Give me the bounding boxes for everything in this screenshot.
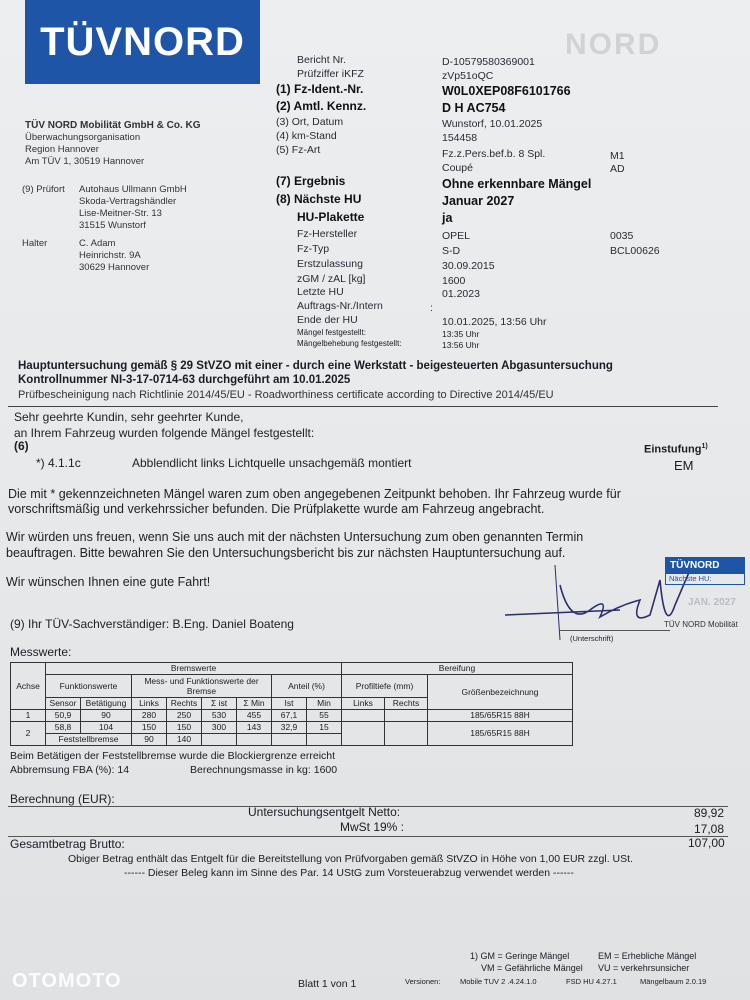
defect-text: Abblendlicht links Lichtquelle unsachgemäß montiert: [132, 456, 412, 470]
table-cell: [342, 710, 385, 722]
col-anteil: Anteil (%): [272, 675, 342, 698]
hersteller-label: Fz-Hersteller: [297, 228, 358, 240]
versionen-label: Versionen:: [405, 977, 441, 986]
mwst-value: 17,08: [694, 822, 725, 836]
table-cell: 58,8: [46, 722, 81, 734]
col-rechts: Rechts: [167, 698, 202, 710]
tuv-mobilitaet-text: TÜV NORD Mobilität: [664, 620, 738, 629]
zgm-label: zGM / zAL [kg]: [297, 273, 366, 285]
defect-class: EM: [674, 458, 694, 473]
version-maengelbaum: Mängelbaum 2.0.19: [640, 977, 707, 986]
hersteller-code: 0035: [610, 230, 634, 242]
table-cell: 67,1: [272, 710, 307, 722]
table-cell: 90: [81, 710, 132, 722]
erstzul-label: Erstzulassung: [297, 258, 363, 270]
pruefziffer-value: zVp51oQC: [442, 70, 494, 82]
table-cell: 55: [307, 710, 342, 722]
table-cell: Feststellbremse: [46, 734, 132, 746]
defect-code: *) 4.1.1c: [36, 456, 81, 470]
letzte-hu-value: 01.2023: [442, 288, 480, 300]
col-achse: Achse: [11, 663, 46, 710]
netto-label: Untersuchungsentgelt Netto:: [248, 805, 401, 819]
company-name: TÜV NORD Mobilität GmbH & Co. KG: [25, 120, 201, 131]
company-line: Überwachungsorganisation: [25, 132, 141, 143]
headline-kontrollnummer: Kontrollnummer NI-3-17-0714-63 durchgeführt am 10.01.2025: [18, 374, 351, 386]
auftrag-value: :: [430, 302, 433, 314]
closing-text: Wir wünschen Ihnen eine gute Fahrt!: [6, 575, 211, 589]
table-cell: 300: [202, 722, 237, 734]
table-cell: 104: [81, 722, 132, 734]
mess-note: Beim Betätigen der Feststellbremse wurde die Blockiergrenze erreicht: [10, 750, 336, 762]
table-cell: 185/65R15 88H: [428, 710, 573, 722]
col-mess-funktion: Mess- und Funktionswerte der Bremse: [132, 675, 272, 698]
mwst-label: MwSt 19% :: [340, 820, 405, 834]
legend-vu: VU = verkehrsunsicher: [598, 963, 690, 973]
table-cell: 140: [167, 734, 202, 746]
calc-title: Berechnung (EUR):: [10, 792, 115, 806]
section-number: (6): [14, 439, 29, 453]
stamp-logo: TÜVNORD: [666, 558, 744, 574]
stamp-label: Nächste HU:: [669, 574, 712, 583]
col-bremswerte: Bremswerte: [46, 663, 342, 675]
table-cell: [342, 722, 385, 746]
art-value: Fz.z.Pers.bef.b. 8 Spl.: [442, 148, 546, 160]
col-sum-min: Σ Min: [237, 698, 272, 710]
auftrag-label: Auftrags-Nr./Intern: [297, 300, 383, 312]
paragraph-line: Die mit * gekennzeichneten Mängel waren zum oben angegebenen Zeitpunkt behoben. Ihr Fahrzeug wurde für: [8, 487, 621, 501]
col-min: Min: [307, 698, 342, 710]
table-cell: 250: [167, 710, 202, 722]
hu-stamp: [665, 557, 745, 585]
table-cell: [307, 734, 342, 746]
typ-value: S-D: [442, 245, 461, 257]
col-profil-rechts: Rechts: [385, 698, 428, 710]
version-mobile: Mobile TUV 2 .4.24.1.0: [460, 977, 537, 986]
ergebnis-label: (7) Ergebnis: [276, 174, 346, 188]
halter-line: Heinrichstr. 9A: [79, 250, 141, 261]
divider: [8, 406, 718, 407]
art-label: (5) Fz-Art: [276, 144, 321, 156]
intro-text: an Ihrem Fahrzeug wurden folgende Mängel festgestellt:: [14, 426, 315, 440]
pruefort-line: 31515 Wunstorf: [79, 220, 146, 231]
version-fsd: FSD HU 4.27.1: [566, 977, 617, 986]
hersteller-value: OPEL: [442, 230, 471, 242]
typ-code: BCL00626: [610, 245, 660, 257]
table-cell: 150: [132, 722, 167, 734]
table-cell: [202, 734, 237, 746]
otomoto-watermark: OTOMOTO: [12, 970, 122, 992]
table-cell: 185/65R15 88H: [428, 722, 573, 746]
col-profil-links: Links: [342, 698, 385, 710]
ende-hu-label: Ende der HU: [297, 314, 358, 326]
table-cell: 1: [11, 710, 46, 722]
table-cell: 32,9: [272, 722, 307, 734]
table-cell: [237, 734, 272, 746]
page-indicator: Blatt 1 von 1: [298, 978, 357, 990]
legend-gm: 1) GM = Geringe Mängel: [470, 951, 570, 961]
pruefort-line: Lise-Meitner-Str. 13: [79, 208, 162, 219]
zgm-value: 1600: [442, 275, 466, 287]
table-cell: [385, 710, 428, 722]
halter-label: Halter: [22, 238, 48, 249]
halter-line: 30629 Hannover: [79, 262, 150, 273]
kennz-value: D H AC754: [442, 101, 506, 115]
col-bereifung: Bereifung: [342, 663, 573, 675]
einstufung-footnote: 1): [701, 443, 708, 450]
netto-value: 89,92: [694, 806, 725, 820]
erstzul-value: 30.09.2015: [442, 260, 495, 272]
maengel-beh-label: Mängelbehebung festgestellt:: [297, 339, 402, 348]
maengel-festg-label: Mängel festgestellt:: [297, 328, 366, 337]
signature-line: [560, 630, 670, 631]
km-label: (4) km-Stand: [276, 130, 337, 142]
typ-label: Fz-Typ: [297, 243, 330, 255]
ort-value: Wunstorf, 10.01.2025: [442, 118, 543, 130]
messwerte-title: Messwerte:: [10, 645, 72, 659]
ort-label: (3) Ort, Datum: [276, 116, 344, 128]
plakette-label: HU-Plakette: [297, 210, 365, 224]
paragraph-line: Wir würden uns freuen, wenn Sie uns auch mit der nächsten Untersuchung zum oben genannten Termin: [6, 530, 584, 544]
mess-note-fba: Abbremsung FBA (%): 14: [10, 764, 130, 776]
legend-em: EM = Erhebliche Mängel: [598, 951, 697, 961]
bericht-label: Bericht Nr.: [297, 54, 347, 66]
tuv-nord-logo: TÜVNORD: [25, 0, 260, 84]
pruefort-line: Skoda-Vertragshändler: [79, 196, 177, 207]
table-row: [11, 710, 573, 722]
maengel-festg-value: 13:35 Uhr: [442, 329, 480, 339]
coupe-code: AD: [610, 163, 625, 175]
watermark: NORD: [565, 28, 662, 61]
table-cell: 530: [202, 710, 237, 722]
col-funktionswerte: Funktionswerte: [46, 675, 132, 698]
company-address: Am TÜV 1, 30519 Hannover: [25, 156, 145, 167]
table-cell: [385, 722, 428, 746]
greeting: Sehr geehrte Kundin, sehr geehrter Kunde,: [14, 410, 244, 424]
einstufung-label: [644, 443, 708, 456]
table-cell: 280: [132, 710, 167, 722]
col-links: Links: [132, 698, 167, 710]
calc-note: Obiger Betrag enthält das Entgelt für die Bereitstellung von Prüfvorgaben gemäß StVZO in Höhe von 1,00 EUR zzgl. USt.: [68, 853, 633, 865]
naechste-hu-label: (8) Nächste HU: [276, 192, 362, 206]
bericht-value: D-10579580369001: [442, 56, 535, 68]
ident-value: W0L0XEP08F6101766: [442, 84, 571, 98]
ende-hu-value: 10.01.2025, 13:56 Uhr: [442, 316, 547, 328]
einstufung-text: Einstufung: [644, 443, 702, 456]
halter-line: C. Adam: [79, 238, 116, 249]
plakette-value: ja: [442, 211, 453, 225]
mess-note-masse: Berechnungsmasse in kg: 1600: [190, 764, 338, 776]
unterschrift-label: (Unterschrift): [570, 634, 614, 643]
expert-name: (9) Ihr TÜV-Sachverständiger: B.Eng. Daniel Boateng: [10, 617, 294, 631]
col-profiltiefe: Profiltiefe (mm): [342, 675, 428, 698]
maengel-beh-value: 13:56 Uhr: [442, 340, 480, 350]
table-cell: 150: [167, 722, 202, 734]
col-sum-ist: Σ ist: [202, 698, 237, 710]
ident-label: (1) Fz-Ident.-Nr.: [276, 82, 364, 96]
ergebnis-value: Ohne erkennbare Mängel: [442, 177, 592, 191]
brutto-label: Gesamtbetrag Brutto:: [10, 837, 125, 851]
legend-vm: VM = Gefährliche Mängel: [481, 963, 583, 973]
table-row: [11, 722, 573, 734]
stamp-date: JAN. 2027: [688, 597, 736, 608]
headline-certificate: Prüfbescheinigung nach Richtlinie 2014/45/EU - Roadworthiness certificate according to Directive 2014/45/EU: [18, 389, 554, 401]
table-cell: [272, 734, 307, 746]
headline-main: Hauptuntersuchung gemäß § 29 StVZO mit einer - durch eine Werkstatt - beigesteuerten Abgasuntersuchung: [18, 360, 613, 372]
pruefort-line: Autohaus Ullmann GmbH: [79, 184, 187, 195]
table-cell: 2: [11, 722, 46, 746]
letzte-hu-label: Letzte HU: [297, 286, 344, 298]
company-line: Region Hannover: [25, 144, 99, 155]
km-value: 154458: [442, 132, 478, 144]
messwerte-table: [10, 662, 573, 746]
naechste-hu-value: Januar 2027: [442, 194, 515, 208]
table-cell: 90: [132, 734, 167, 746]
col-betaetigung: Betätigung: [81, 698, 132, 710]
pruefziffer-label: Prüfziffer iKFZ: [297, 68, 364, 80]
col-groesse: Größenbezeichnung: [428, 675, 573, 710]
pruefort-label: (9) Prüfort: [22, 184, 65, 195]
calc-note: ------ Dieser Beleg kann im Sinne des Par. 14 UStG zum Vorsteuerabzug verwendet werden ------: [124, 867, 574, 879]
coupe-value: Coupé: [442, 162, 473, 174]
table-cell: 50,9: [46, 710, 81, 722]
col-sensor: Sensor: [46, 698, 81, 710]
table-cell: 143: [237, 722, 272, 734]
art-code: M1: [610, 150, 625, 162]
brutto-value: 107,00: [688, 836, 725, 850]
table-cell: 455: [237, 710, 272, 722]
table-cell: 15: [307, 722, 342, 734]
paragraph-line: beauftragen. Bitte bewahren Sie den Untersuchungsbericht bis zur nächsten Hauptuntersuchung auf.: [6, 546, 566, 560]
paragraph-line: vorschriftsmäßig und verkehrssicher befunden. Die Prüfplakette wurde am Fahrzeug angebracht.: [8, 502, 545, 516]
col-ist: Ist: [272, 698, 307, 710]
kennz-label: (2) Amtl. Kennz.: [276, 99, 367, 113]
